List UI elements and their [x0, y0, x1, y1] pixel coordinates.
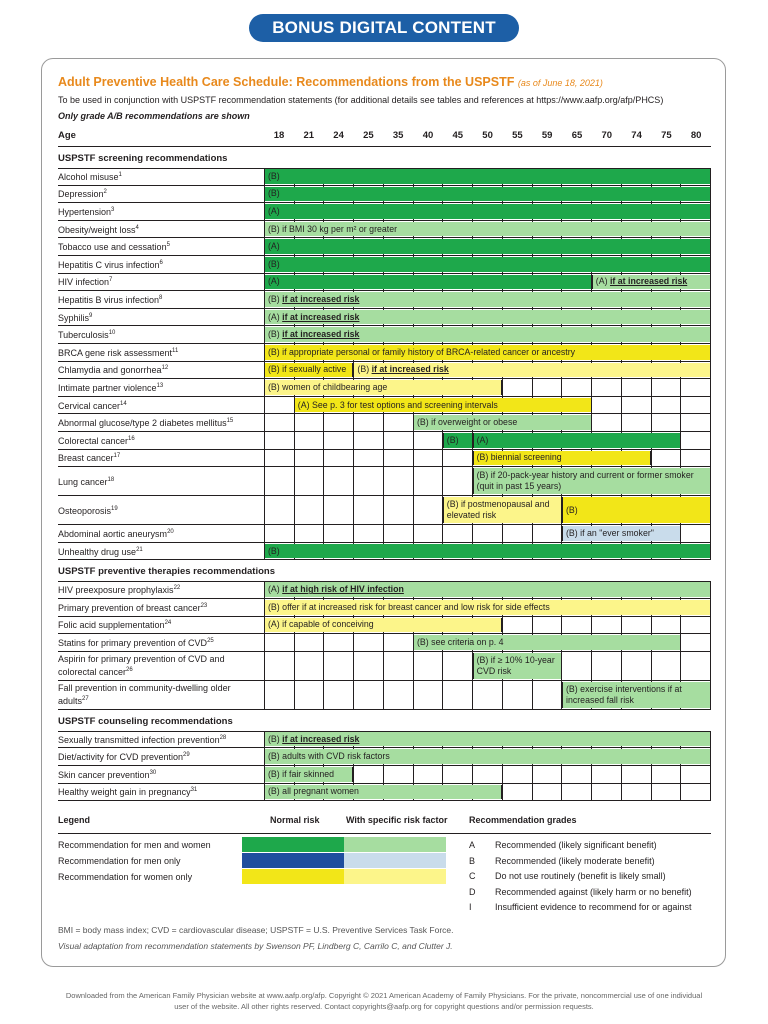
age-column-header: 45	[452, 130, 464, 141]
recommendation-bar[interactable]: (A) if at increased risk	[264, 310, 711, 325]
age-cell	[591, 397, 621, 414]
risk-link[interactable]: if at increased risk	[609, 276, 688, 287]
age-cell	[413, 525, 443, 542]
age-cell	[532, 784, 562, 801]
recommendation-bar[interactable]: (B) if at increased risk	[264, 732, 711, 747]
row-label: Alcohol misuse$^1$	[58, 171, 122, 182]
grade-description: Recommended (likely moderate benefit)	[495, 855, 655, 866]
age-cell	[353, 652, 383, 680]
schedule-row	[58, 525, 711, 543]
row-label: Depression$^2$	[58, 189, 107, 200]
grade-description: Recommended against (likely harm or no benefit)	[495, 886, 692, 897]
schedule-row	[58, 634, 711, 652]
age-cell	[353, 450, 383, 467]
age-column-header: 25	[363, 130, 374, 141]
age-cell	[413, 432, 443, 449]
recommendation-bar: (B) exercise interventions if at increased fall risk	[562, 682, 711, 708]
schedule-row	[58, 397, 711, 415]
age-cell	[323, 414, 353, 431]
subtitle: To be used in conjunction with USPSTF recommendation statements (for additional details see tables and references at https://www.aafp.org/afp/PHCS)	[58, 95, 664, 105]
section-heading: USPSTF preventive therapies recommendations	[58, 566, 275, 578]
age-cell	[502, 681, 532, 709]
schedule-row	[58, 291, 711, 309]
row-label: Abnormal glucose/type 2 diabetes mellitus$^{15}$	[58, 418, 234, 429]
recommendation-bar: (A)	[264, 239, 711, 254]
age-cell	[680, 525, 711, 542]
recommendation-bar[interactable]: (A) if at increased risk	[592, 275, 711, 290]
age-cell	[264, 681, 294, 709]
age-cell	[294, 681, 324, 709]
section-heading: USPSTF counseling recommendations	[58, 715, 233, 727]
row-label: BRCA gene risk assessment$^{11}$	[58, 347, 179, 358]
recommendation-bar: (B)	[264, 187, 711, 202]
legend-title: Legend	[58, 815, 91, 825]
grade-letter: C	[469, 871, 476, 882]
row-label: Aspirin for primary prevention of CVD and colorectal cancer$^{26}$	[58, 653, 225, 677]
schedule-row	[58, 414, 711, 432]
age-cell	[264, 467, 294, 495]
risk-link[interactable]: if at increased risk	[282, 293, 360, 304]
age-cell	[651, 617, 681, 634]
recommendation-bar: (B) if BMI 30 kg per m² or greater	[264, 222, 711, 237]
row-label: Colorectal cancer$^{16}$	[58, 435, 135, 446]
legend-row-label: Recommendation for men only	[58, 856, 181, 866]
recommendation-bar: (B) if appropriate personal or family history of BRCA-related cancer or ancestry	[264, 345, 711, 360]
age-cell	[680, 450, 711, 467]
copyright-footer: Downloaded from the American Family Physician website at www.aafp.org/afp. Copyright © 2021 American Academy of Family Physicians. For the private, noncommercial use of one individual user of the website. All other rights reserved. Contact copyrights@aafp.org for copyright questions and/or permission requests.	[65, 991, 703, 1011]
age-cell	[621, 766, 651, 783]
age-cell	[294, 525, 324, 542]
recommendation-bar: (B) if sexually active	[264, 363, 353, 378]
legend-swatch-specific	[344, 869, 446, 884]
age-cell	[680, 432, 711, 449]
recommendation-bar: (B) if overweight or obese	[413, 415, 592, 430]
age-cell	[651, 414, 681, 431]
schedule-row	[58, 766, 711, 784]
age-header	[58, 126, 711, 147]
row-label: Hepatitis B virus infection$^8$	[58, 294, 163, 305]
age-cell	[591, 617, 621, 634]
recommendation-bar: (B) if an "ever smoker"	[562, 526, 681, 541]
age-cell	[591, 784, 621, 801]
age-cell	[323, 496, 353, 524]
row-label: Folic acid supplementation$^{24}$	[58, 620, 172, 631]
legend-swatch-normal	[242, 853, 344, 868]
schedule-row	[58, 731, 711, 749]
age-cell	[383, 766, 413, 783]
page-title: Adult Preventive Health Care Schedule: Recommendations from the USPSTF (as of June 18, 2021)	[58, 75, 603, 89]
schedule-row	[58, 784, 711, 802]
title-date: (as of June 18, 2021)	[517, 78, 603, 88]
age-cell	[532, 379, 562, 396]
age-cell	[353, 432, 383, 449]
row-label: Chlamydia and gonorrhea$^{12}$	[58, 365, 169, 376]
schedule-row	[58, 543, 711, 561]
age-cell	[561, 766, 591, 783]
grade-description: Recommended (likely significant benefit)	[495, 840, 657, 850]
legend-swatch-specific	[344, 853, 446, 868]
age-cell	[383, 414, 413, 431]
schedule-row	[58, 344, 711, 362]
age-cell	[561, 379, 591, 396]
schedule-row	[58, 599, 711, 617]
age-cell	[353, 766, 383, 783]
age-cell	[502, 379, 532, 396]
age-column-header: 50	[482, 130, 493, 141]
row-label: Healthy weight gain in pregnancy$^{31}$	[58, 787, 198, 798]
schedule-row	[58, 681, 711, 710]
age-cell	[413, 766, 443, 783]
recommendation-bar[interactable]: (A) if at high risk of HIV infection	[264, 582, 711, 597]
age-cell	[413, 652, 443, 680]
recommendation-bar[interactable]: (B) if at increased risk	[264, 327, 711, 342]
age-cell	[383, 634, 413, 651]
legend-row-label: Recommendation for women only	[58, 872, 193, 882]
age-cell	[294, 496, 324, 524]
schedule-row	[58, 221, 711, 239]
age-cell	[621, 617, 651, 634]
row-label: Breast cancer$^{17}$	[58, 453, 121, 464]
schedule-row	[58, 432, 711, 450]
risk-link[interactable]: if at increased risk	[282, 733, 360, 744]
age-column-header: 24	[333, 130, 344, 141]
age-cell	[621, 379, 651, 396]
schedule-row	[58, 617, 711, 635]
age-column-header: 70	[601, 130, 613, 141]
age-cell	[353, 525, 383, 542]
age-cell	[383, 467, 413, 495]
age-cell	[651, 450, 681, 467]
row-label: Sexually transmitted infection prevention$^{28}$	[58, 734, 227, 745]
row-label: Unhealthy drug use$^{21}$	[58, 546, 143, 557]
age-column-header: 55	[512, 130, 523, 141]
row-label: Tuberculosis$^{10}$	[58, 330, 116, 341]
age-cell	[442, 525, 472, 542]
row-label: Hepatitis C virus infection$^6$	[58, 259, 163, 270]
age-cell	[383, 432, 413, 449]
age-cell	[502, 525, 532, 542]
age-cell	[264, 634, 294, 651]
age-cell	[413, 467, 443, 495]
age-cell	[442, 652, 472, 680]
grade-letter: A	[469, 840, 476, 850]
age-column-header: 35	[392, 130, 404, 141]
row-label: HIV preexposure prophylaxis$^{22}$	[58, 585, 181, 596]
recommendation-bar: (B) all pregnant women	[264, 785, 502, 800]
risk-link[interactable]: if at increased risk	[282, 329, 360, 340]
age-cell	[264, 397, 294, 414]
age-cell	[680, 784, 711, 801]
age-cell	[502, 617, 532, 634]
row-label: Lung cancer$^{18}$	[58, 476, 115, 487]
age-cell	[442, 766, 472, 783]
schedule-row	[58, 496, 711, 525]
age-cell	[502, 784, 532, 801]
abbreviations: BMI = body mass index; CVD = cardiovascular disease; USPSTF = U.S. Preventive Services Task Force.	[58, 925, 454, 935]
recommendation-bar[interactable]: (B) if at increased risk	[264, 292, 711, 307]
age-cell	[621, 784, 651, 801]
risk-link[interactable]: if at increased risk	[282, 311, 360, 322]
risk-link[interactable]: if at increased risk	[371, 364, 449, 375]
row-label: Syphilis$^9$	[58, 312, 93, 323]
risk-link[interactable]: if at high risk of HIV infection	[282, 584, 404, 595]
recommendation-bar: (B) adults with CVD risk factors	[264, 749, 711, 764]
schedule-row	[58, 467, 711, 496]
age-cell	[413, 450, 443, 467]
recommendation-bar: (A) if capable of conceiving	[264, 618, 502, 633]
recommendation-bar: (A)	[264, 204, 711, 219]
row-label: Tobacco use and cessation$^5$	[58, 242, 170, 253]
schedule-row	[58, 450, 711, 468]
schedule-row	[58, 168, 711, 186]
age-cell	[651, 652, 681, 680]
row-label: Intimate partner violence$^{13}$	[58, 382, 164, 393]
age-column-header: 21	[303, 130, 315, 141]
age-cell	[323, 525, 353, 542]
age-cell	[353, 414, 383, 431]
age-cell	[442, 467, 472, 495]
age-cell	[323, 681, 353, 709]
grade-letter: D	[469, 886, 476, 897]
legend-row-label: Recommendation for men and women	[58, 840, 211, 850]
age-cell	[413, 681, 443, 709]
row-label: Diet/activity for CVD prevention$^{29}$	[58, 752, 190, 763]
age-cell	[264, 414, 294, 431]
legend-grades-title: Recommendation grades	[469, 815, 577, 825]
adaptation-credit: Visual adaptation from recommendation statements by Swenson PF, Lindberg C, Carrilo C, and Clutter J.	[58, 941, 453, 951]
age-cell	[532, 681, 562, 709]
grade-letter: B	[469, 855, 476, 866]
row-label: Fall prevention in community-dwelling older adults$^{27}$	[58, 682, 231, 706]
schedule-row	[58, 326, 711, 344]
age-cell	[561, 652, 591, 680]
legend-divider	[58, 833, 711, 834]
legend-swatch-normal	[242, 869, 344, 884]
age-cell	[442, 450, 472, 467]
age-cell	[353, 681, 383, 709]
row-label: Skin cancer prevention$^{30}$	[58, 769, 157, 780]
legend-swatch-normal	[242, 837, 344, 852]
age-cell	[651, 784, 681, 801]
age-column-header: 59	[541, 130, 553, 141]
legend-normal-risk: Normal risk	[270, 815, 320, 825]
legend-specific-risk: With specific risk factor	[346, 815, 448, 825]
age-cell	[680, 766, 711, 783]
row-label: HIV infection$^7$	[58, 277, 113, 288]
age-cell	[383, 681, 413, 709]
age-cell	[294, 652, 324, 680]
schedule-row	[58, 186, 711, 204]
recommendation-bar: (B) if postmenopausal and elevated risk	[443, 497, 562, 523]
age-cell	[323, 450, 353, 467]
age-cell	[680, 652, 711, 680]
age-cell	[413, 496, 443, 524]
recommendation-bar: (A) See p. 3 for test options and screening intervals	[294, 398, 592, 413]
age-cell	[651, 379, 681, 396]
age-cell	[561, 784, 591, 801]
recommendation-bar: (B)	[562, 497, 711, 523]
recommendation-bar: (B)	[264, 169, 711, 184]
schedule-row	[58, 203, 711, 221]
row-label: Statins for primary prevention of CVD$^{25}$	[58, 637, 214, 648]
age-cell	[294, 414, 324, 431]
age-cell	[680, 617, 711, 634]
age-cell	[621, 414, 651, 431]
age-cell	[502, 766, 532, 783]
recommendation-bar[interactable]: (B) if at increased risk	[353, 363, 711, 378]
schedule-row	[58, 238, 711, 256]
age-cell	[532, 766, 562, 783]
age-cell	[323, 634, 353, 651]
age-cell	[680, 397, 711, 414]
age-cell	[323, 652, 353, 680]
age-cell	[651, 766, 681, 783]
recommendation-bar: (B) if ≥ 10% 10-year CVD risk	[473, 653, 562, 679]
age-cell	[353, 496, 383, 524]
recommendation-bar: (B) offer if at increased risk for breast cancer and low risk for side effects	[264, 600, 711, 615]
recommendation-bar: (B)	[264, 257, 711, 272]
age-column-header: 74	[631, 130, 642, 141]
age-cell	[353, 634, 383, 651]
age-cell	[383, 525, 413, 542]
age-cell	[472, 525, 502, 542]
row-label: Hypertension$^3$	[58, 206, 115, 217]
grade-letter: I	[469, 902, 472, 913]
age-column-header: 40	[422, 130, 434, 141]
age-cell	[621, 652, 651, 680]
row-label: Osteoporosis$^{19}$	[58, 505, 118, 516]
recommendation-bar: (B) if fair skinned	[264, 767, 353, 782]
age-cell	[591, 652, 621, 680]
age-cell	[680, 414, 711, 431]
schedule-row	[58, 309, 711, 327]
age-label: Age	[58, 130, 76, 141]
age-cell	[383, 450, 413, 467]
age-cell	[591, 766, 621, 783]
row-label: Cervical cancer$^{14}$	[58, 400, 127, 411]
age-cell	[472, 681, 502, 709]
age-cell	[323, 467, 353, 495]
age-column-header: 65	[571, 130, 583, 141]
schedule-row	[58, 379, 711, 397]
age-cell	[442, 681, 472, 709]
age-cell	[294, 432, 324, 449]
age-cell	[294, 450, 324, 467]
age-cell	[264, 432, 294, 449]
age-cell	[621, 397, 651, 414]
age-cell	[561, 617, 591, 634]
recommendation-bar: (B) women of childbearing age	[264, 380, 502, 395]
age-cell	[532, 525, 562, 542]
age-cell	[680, 379, 711, 396]
section-heading: USPSTF screening recommendations	[58, 153, 228, 164]
age-column-header: 75	[661, 130, 672, 141]
legend-swatch-specific	[344, 837, 446, 852]
age-cell	[591, 414, 621, 431]
schedule-row	[58, 748, 711, 766]
age-cell	[383, 652, 413, 680]
row-label: Abdominal aortic aneurysm$^{20}$	[58, 528, 174, 539]
recommendation-bar: (B) if 20-pack-year history and current or former smoker (quit in past 15 years)	[473, 468, 711, 494]
grade-description: Do not use routinely (benefit is likely small)	[495, 871, 666, 882]
recommendation-bar: (B) see criteria on p. 4	[413, 635, 681, 650]
age-cell	[680, 634, 711, 651]
schedule-row	[58, 256, 711, 274]
age-cell	[353, 467, 383, 495]
age-cell	[294, 467, 324, 495]
age-cell	[264, 525, 294, 542]
age-cell	[264, 652, 294, 680]
age-column-header: 80	[690, 130, 702, 141]
schedule-row	[58, 362, 711, 380]
age-cell	[591, 379, 621, 396]
age-cell	[651, 397, 681, 414]
schedule-row	[58, 274, 711, 292]
schedule-row	[58, 652, 711, 681]
grade-description: Insufficient evidence to recommend for or against	[495, 902, 692, 913]
recommendation-bar: (B)	[264, 544, 711, 559]
age-cell	[383, 496, 413, 524]
age-cell	[323, 432, 353, 449]
recommendation-bar: (B)	[443, 433, 473, 448]
row-label: Obesity/weight loss$^4$	[58, 224, 139, 235]
recommendation-bar: (A)	[264, 275, 592, 290]
age-cell	[264, 496, 294, 524]
row-label: Primary prevention of breast cancer$^{23}$	[58, 602, 208, 613]
recommendation-bar: (A)	[473, 433, 682, 448]
recommendation-bar: (B) biennial screening	[473, 451, 652, 466]
age-cell	[472, 766, 502, 783]
schedule-row	[58, 581, 711, 599]
age-column-header: 18	[273, 130, 285, 141]
bonus-banner: BONUS DIGITAL CONTENT	[249, 14, 519, 42]
age-cell	[532, 617, 562, 634]
age-cell	[294, 634, 324, 651]
age-cell	[264, 450, 294, 467]
grade-note: Only grade A/B recommendations are shown	[58, 111, 250, 121]
